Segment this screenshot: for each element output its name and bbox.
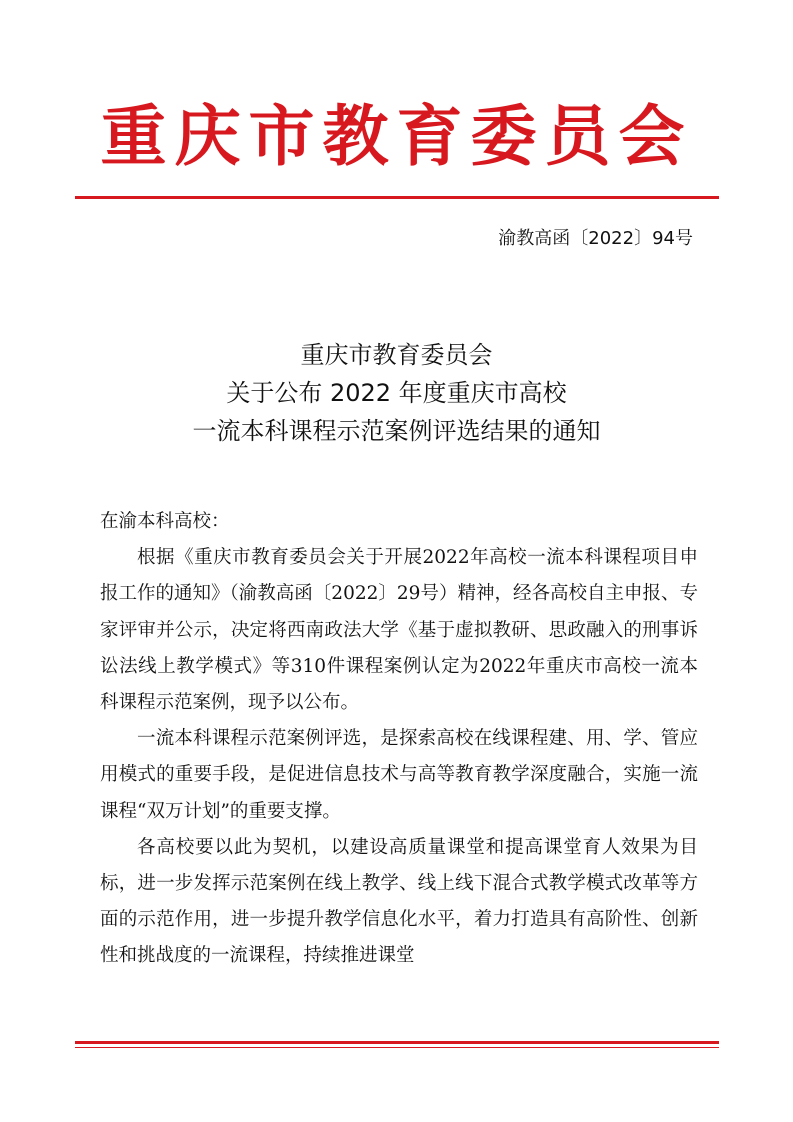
- notice-body: [100, 504, 698, 975]
- paragraph-requirements: 各高校要以此为契机，以建设高质量课堂和提高课堂育人效果为目标，进一步发挥示范案例在线上教学、线上线下混合式教学模式改革等方面的示范作用，进一步提升教学信息化水平，着力打造具有高阶性、创新性和挑战度的一流课程，持续推进课堂: [100, 836, 698, 967]
- title-line-topic: 一流本科课程示范案例评选结果的通知: [192, 417, 601, 445]
- masthead-red-rule: [75, 196, 719, 199]
- notice-title: [0, 336, 793, 450]
- title-line-subject: 关于公布 2022 年度重庆市高校: [226, 379, 567, 407]
- footer-red-rule-thick: [75, 1041, 719, 1044]
- salutation: 在渝本科高校：: [100, 511, 230, 532]
- document-number: 渝教高函〔2022〕94号: [498, 228, 693, 249]
- paragraph-basis: 根据《重庆市教育委员会关于开展2022年高校一流本科课程项目申报工作的通知》（渝教高函〔2022〕29号）精神，经各高校自主申报、专家评审并公示，决定将西南政法大学《基于虚拟教研、思政融入的刑事诉讼法线上教学模式》等310件课程案例认定为2022年重庆市高校一流本科课程示范案例，现予以公布。: [100, 547, 698, 714]
- title-line-issuer: 重庆市教育委员会: [300, 341, 493, 369]
- masthead-title: 重庆市教育委员会: [100, 97, 693, 175]
- footer-red-rule-thin: [75, 1047, 719, 1048]
- paragraph-purpose: 一流本科课程示范案例评选，是探索高校在线课程建、用、学、管应用模式的重要手段，是促进信息技术与高等教育教学深度融合，实施一流课程“双万计划”的重要支撑。: [100, 728, 698, 822]
